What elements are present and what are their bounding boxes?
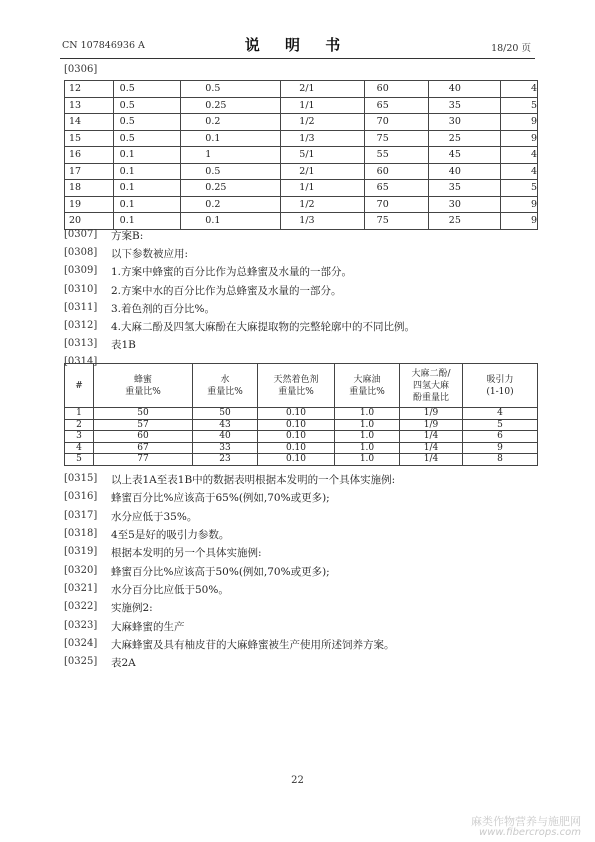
table-cell: 0.1 <box>181 213 281 230</box>
paragraph-tag: [0312] <box>64 320 98 331</box>
table-cell: 1/2 <box>281 114 364 131</box>
table-cell: 0.1 <box>113 196 181 213</box>
table-cell: 5 <box>463 419 538 431</box>
table-cell: 4 <box>65 442 94 454</box>
paragraph-text: 水分百分比应低于50%。 <box>111 584 229 596</box>
table-cell: 9 <box>500 114 537 131</box>
paragraph-text: 蜂蜜百分比%应该高于50%(例如,70%或更多); <box>111 566 330 578</box>
table-cell: 57 <box>94 419 193 431</box>
table-cell: 5/1 <box>281 147 364 164</box>
table-cell: 2/1 <box>281 163 364 180</box>
table-cell: 1/4 <box>400 454 463 466</box>
table-cell: 5 <box>500 97 537 114</box>
table-cell: 1/3 <box>281 130 364 147</box>
table-cell: 0.1 <box>181 130 281 147</box>
table-cell: 19 <box>65 196 114 213</box>
table-cell: 30 <box>428 196 500 213</box>
table-cell: 75 <box>364 213 428 230</box>
paragraph-tag: [0323] <box>64 620 98 631</box>
table-header-cell: 大麻油 重量比% <box>335 364 400 408</box>
watermark-url: www.fibercrops.com <box>479 827 581 838</box>
table-cell: 0.5 <box>181 81 281 98</box>
table-cell: 2 <box>65 419 94 431</box>
table-cell: 70 <box>364 196 428 213</box>
paragraph-text: 水分应低于35%。 <box>111 511 198 523</box>
table-cell: 5 <box>65 454 94 466</box>
table-cell: 18 <box>65 180 114 197</box>
table-cell: 25 <box>428 130 500 147</box>
table-header-cell: 吸引力 (1-10) <box>463 364 538 408</box>
paragraph-text: 蜂蜜百分比%应该高于65%(例如,70%或更多); <box>111 492 330 504</box>
paragraph-tag: [0314] <box>64 356 98 367</box>
table-cell: 9 <box>500 196 537 213</box>
table-header-cell: # <box>65 364 94 408</box>
table-cell: 1/9 <box>400 419 463 431</box>
table-cell: 50 <box>94 408 193 420</box>
table-cell: 0.1 <box>113 180 181 197</box>
paragraph-tag: [0310] <box>64 284 98 295</box>
table-cell: 16 <box>65 147 114 164</box>
table-cell: 4 <box>500 81 537 98</box>
table-header-cell: 天然着色剂 重量比% <box>258 364 335 408</box>
table-cell: 2/1 <box>281 81 364 98</box>
table-cell: 1/4 <box>400 442 463 454</box>
table-cell: 0.5 <box>113 81 181 98</box>
paragraph-text: 1.方案中蜂蜜的百分比作为总蜂蜜及水量的一部分。 <box>111 266 353 278</box>
paragraph-text: 根据本发明的另一个具体实施例: <box>111 547 262 559</box>
header-rule <box>60 58 535 59</box>
table-row <box>65 130 538 147</box>
table-cell: 1.0 <box>335 431 400 443</box>
table-cell: 9 <box>463 442 538 454</box>
table-cell: 0.1 <box>113 147 181 164</box>
table-cell: 14 <box>65 114 114 131</box>
table-row <box>65 114 538 131</box>
paragraph-text: 方案B: <box>111 230 144 242</box>
table-cell: 70 <box>364 114 428 131</box>
table-cell: 13 <box>65 97 114 114</box>
table-cell: 0.25 <box>181 180 281 197</box>
table-cell: 1.0 <box>335 454 400 466</box>
header-page-indicator: 18/20 页 <box>491 43 531 54</box>
table-row <box>65 147 538 164</box>
table-cell: 17 <box>65 163 114 180</box>
paragraph-text: 3.着色剂的百分比%。 <box>111 303 215 315</box>
table-cell: 0.10 <box>258 408 335 420</box>
table-row <box>65 81 538 98</box>
paragraph-tag: [0309] <box>64 265 98 276</box>
table-cell: 1.0 <box>335 408 400 420</box>
table-cell: 25 <box>428 213 500 230</box>
table-row <box>65 431 538 443</box>
table-cell: 60 <box>94 431 193 443</box>
paragraph-text: 以下参数被应用: <box>111 248 189 260</box>
table-header-cell: 大麻二酚/ 四氢大麻 酚重量比 <box>400 364 463 408</box>
table-cell: 35 <box>428 180 500 197</box>
table-cell: 15 <box>65 130 114 147</box>
table-cell: 43 <box>193 419 258 431</box>
table-row <box>65 419 538 431</box>
table-cell: 45 <box>428 147 500 164</box>
table-header-cell: 水 重量比% <box>193 364 258 408</box>
table-cell: 40 <box>428 163 500 180</box>
paragraph-text: 表1B <box>111 339 136 351</box>
table-cell: 1.0 <box>335 419 400 431</box>
table-cell: 30 <box>428 114 500 131</box>
paragraph-text: 大麻蜂蜜及具有柚皮苷的大麻蜂蜜被生产使用所述饲养方案。 <box>111 639 395 651</box>
table-cell: 6 <box>463 431 538 443</box>
table-cell: 0.2 <box>181 196 281 213</box>
table-cell: 0.2 <box>181 114 281 131</box>
paragraph-tag: [0313] <box>64 338 98 349</box>
header-title: 说 明 书 <box>244 36 351 54</box>
paragraph-tag: [0324] <box>64 638 98 649</box>
table-cell: 0.10 <box>258 454 335 466</box>
paragraph-tag: [0307] <box>64 229 98 240</box>
paragraph-tag: [0321] <box>64 583 98 594</box>
table-cell: 77 <box>94 454 193 466</box>
table-cell: 40 <box>428 81 500 98</box>
table-row <box>65 213 538 230</box>
table-cell: 1 <box>181 147 281 164</box>
table-cell: 33 <box>193 442 258 454</box>
table-row <box>65 454 538 466</box>
table-cell: 1/4 <box>400 431 463 443</box>
table-cell: 4 <box>463 408 538 420</box>
table-cell: 12 <box>65 81 114 98</box>
table-cell: 1/1 <box>281 97 364 114</box>
table-cell: 60 <box>364 81 428 98</box>
paragraph-tag: [0319] <box>64 546 98 557</box>
table-cell: 20 <box>65 213 114 230</box>
paragraph-tag: [0315] <box>64 473 98 484</box>
table-1a-continued <box>64 80 538 230</box>
table-cell: 1/2 <box>281 196 364 213</box>
table-cell: 9 <box>500 213 537 230</box>
table-cell: 1.0 <box>335 442 400 454</box>
page-number: 22 <box>291 775 304 786</box>
table-cell: 0.10 <box>258 431 335 443</box>
table-cell: 0.5 <box>181 163 281 180</box>
table-cell: 0.10 <box>258 419 335 431</box>
table-cell: 9 <box>500 130 537 147</box>
paragraph-tag: [0311] <box>64 302 98 313</box>
paragraph-text: 大麻蜂蜜的生产 <box>111 621 185 633</box>
table-cell: 0.25 <box>181 97 281 114</box>
watermark-text: 麻类作物营养与施肥网 <box>471 815 581 828</box>
paragraph-tag: [0322] <box>64 601 98 612</box>
table-row <box>65 97 538 114</box>
paragraph-text: 实施例2: <box>111 602 153 614</box>
paragraph-tag: [0325] <box>64 656 98 667</box>
paragraph-tag: [0308] <box>64 247 98 258</box>
paragraph-tag: [0317] <box>64 510 98 521</box>
table-cell: 50 <box>193 408 258 420</box>
paragraph-tag: [0316] <box>64 491 98 502</box>
table-cell: 67 <box>94 442 193 454</box>
table-cell: 5 <box>500 180 537 197</box>
paragraph-tag: [0320] <box>64 565 98 576</box>
table-cell: 65 <box>364 180 428 197</box>
table-row <box>65 180 538 197</box>
table-row <box>65 408 538 420</box>
table-cell: 0.10 <box>258 442 335 454</box>
table-cell: 1 <box>65 408 94 420</box>
table-cell: 0.1 <box>113 163 181 180</box>
table-cell: 40 <box>193 431 258 443</box>
paragraph-text: 表2A <box>111 657 136 669</box>
paragraph-tag: [0306] <box>64 64 98 75</box>
paragraph-text: 2.方案中水的百分比作为总蜂蜜及水量的一部分。 <box>111 285 342 297</box>
table-header-row <box>65 364 538 408</box>
paragraph-tag: [0318] <box>64 528 98 539</box>
table-cell: 1/1 <box>281 180 364 197</box>
header-patent-number: CN 107846936 A <box>62 40 145 51</box>
table-row <box>65 163 538 180</box>
table-cell: 60 <box>364 163 428 180</box>
table-header-cell: 蜂蜜 重量比% <box>94 364 193 408</box>
table-cell: 0.5 <box>113 130 181 147</box>
table-cell: 1/9 <box>400 408 463 420</box>
paragraph-text: 4至5是好的吸引力参数。 <box>111 529 230 541</box>
table-cell: 35 <box>428 97 500 114</box>
table-cell: 4 <box>500 147 537 164</box>
table-cell: 0.5 <box>113 97 181 114</box>
table-cell: 4 <box>500 163 537 180</box>
table-row <box>65 196 538 213</box>
table-cell: 0.5 <box>113 114 181 131</box>
paragraph-text: 以上表1A至表1B中的数据表明根据本发明的一个具体实施例: <box>111 474 396 486</box>
table-cell: 23 <box>193 454 258 466</box>
table-row <box>65 442 538 454</box>
table-cell: 75 <box>364 130 428 147</box>
table-cell: 3 <box>65 431 94 443</box>
table-cell: 55 <box>364 147 428 164</box>
table-cell: 8 <box>463 454 538 466</box>
paragraph-text: 4.大麻二酚及四氢大麻酚在大麻提取物的完整轮廓中的不同比例。 <box>111 321 416 333</box>
table-cell: 0.1 <box>113 213 181 230</box>
table-cell: 65 <box>364 97 428 114</box>
table-1b <box>64 363 538 466</box>
table-cell: 1/3 <box>281 213 364 230</box>
